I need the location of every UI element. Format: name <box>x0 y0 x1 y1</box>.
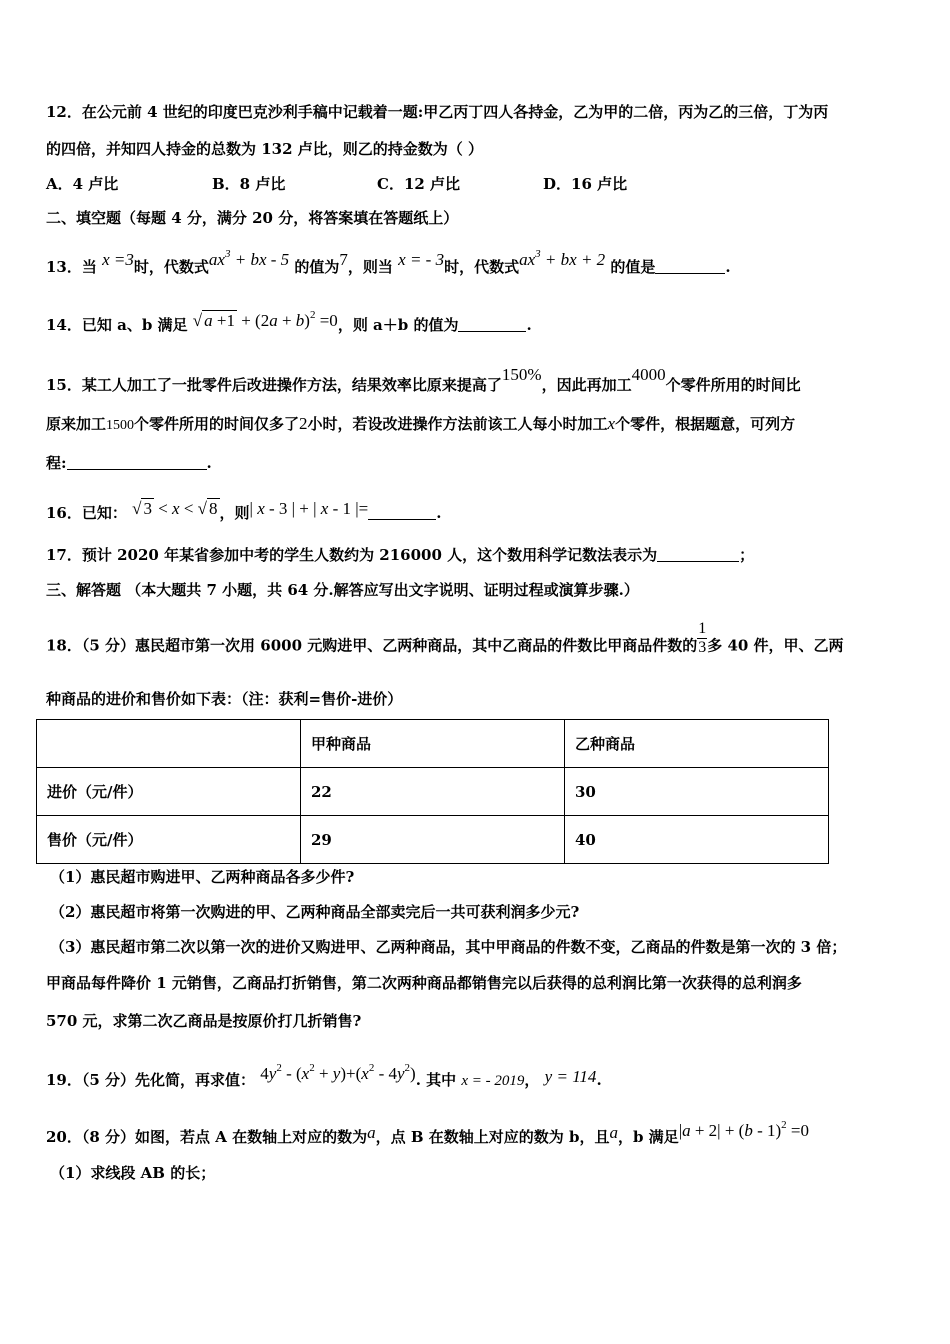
q14-line: 14．已知 a、b 满足 √ $a +1 + (2a + b)^2 =0$，则 a＋b 的值为 . <box>46 309 532 334</box>
q15-answer-blank <box>67 453 207 470</box>
section-3-heading: 三、解答题 （本大题共 7 小题，共 64 分.解答应写出文字说明、证明过程或演算步骤.） <box>46 581 639 599</box>
q12-line1: 12．在公元前 4 世纪的印度巴克沙利手稿中记载着一题:甲乙丙丁四人各持金，乙为甲的二倍，丙为乙的三倍，丁为丙 <box>46 103 829 121</box>
q14-answer-blank <box>458 315 526 332</box>
q17-answer-blank <box>657 545 739 562</box>
q20-equation: |a + 2| + (b - 1)$^2$ =0 <box>678 1119 810 1140</box>
q18-part3-line1: （3）惠民超市第二次以第一次的进价又购进甲、乙两种商品，其中甲商品的件数不变，乙商品的件数是第一次的 3 倍； <box>50 938 847 956</box>
q13-expr2: $ax^3$ + bx + 2 <box>519 248 606 269</box>
q18-fraction: $\frac{1}{3}$ <box>698 620 707 656</box>
q12-option-a: A．4 卢比 <box>46 175 119 193</box>
q19-expression: $4y^2 - (x^2 + y)+(x^2 - 4y^2)$ <box>260 1062 416 1083</box>
q12-option-b: B．8 卢比 <box>212 175 286 193</box>
price-table <box>36 719 829 864</box>
q12-option-d: D．16 卢比 <box>543 175 628 193</box>
q15-line1: 15．某工人加工了一批零件后改进操作方法，结果效率比原来提高了150%，因此再加工4000个零件所用的时间比 <box>46 365 801 394</box>
q18-part1: （1）惠民超市购进甲、乙两种商品各多少件? <box>50 868 355 886</box>
q16-answer-blank <box>368 503 436 520</box>
q17-line: 17．预计 2020 年某省参加中考的学生人数约为 216000 人，这个数用科学记数法表示为 ； <box>46 546 755 564</box>
table-row: 售价（元/件） 29 40 <box>37 816 829 864</box>
q20-line: 20．（8 分）如图，若点 A 在数轴上对应的数为a，点 B 在数轴上对应的数为 b，且a，b 满足|a + 2| + (b - 1)$^2$ =0 <box>46 1119 810 1146</box>
q16-line: 16．已知： √ 3 < x < √ 8 ，则| x - 3 | + | x - 1 |= . <box>46 499 442 522</box>
q20-part1: （1）求线段 AB 的长； <box>50 1164 216 1182</box>
q13-answer-blank <box>655 257 725 274</box>
table-row: 进价（元/件） 22 30 <box>37 768 829 816</box>
q19-line: 19．（5 分）先化简，再求值： $4y^2 - (x^2 + y)+(x^2 - 4y^2)$. 其中 x = - 2019， y = 114. <box>46 1062 602 1089</box>
q13-expr1: $ax^3$ + bx - 5 <box>208 248 290 269</box>
q13-line: 13．当 x =3时，代数式$ax^3$ + bx - 5 的值为7，则当 x = - 3时，代数式$ax^3$ + bx + 2 的值是 . <box>46 248 731 276</box>
q18-line2: 种商品的进价和售价如下表：（注：获利=售价-进价） <box>46 690 403 708</box>
table-row: 甲种商品 乙种商品 <box>37 720 829 768</box>
q14-equation: √ $a +1 + (2a + b)^2 =0$ <box>192 309 338 330</box>
q16-expression: | x - 3 | + | x - 1 |= <box>249 499 369 518</box>
q18-line1: 18．（5 分）惠民超市第一次用 6000 元购进甲、乙两种商品，其中乙商品的件数比甲商品件数的 $\frac{1}{3}$多 40 件，甲、乙两 <box>46 620 844 656</box>
q16-inequality: √ 3 < x < √ 8 <box>132 499 218 518</box>
q13-x-eq-neg3: x = - 3 <box>398 250 445 269</box>
q12-line2: 的四倍，并知四人持金的总数为 132 卢比，则乙的持金数为（ ） <box>46 140 483 158</box>
q18-part3-line2: 甲商品每件降价 1 元销售，乙商品打折销售，第二次两种商品都销售完以后获得的总利润比第一次获得的总利润多 <box>46 974 802 992</box>
section-2-heading: 二、填空题（每题 4 分，满分 20 分，将答案填在答题纸上） <box>46 209 459 227</box>
q15-line3: 程: . <box>46 454 212 472</box>
q13-x-eq-3: x =3 <box>102 250 134 269</box>
q12-option-c: C．12 卢比 <box>377 175 461 193</box>
q18-part2: （2）惠民超市将第一次购进的甲、乙两种商品全部卖完后一共可获利润多少元? <box>50 903 580 921</box>
q18-part3-line3: 570 元，求第二次乙商品是按原价打几折销售? <box>46 1012 362 1030</box>
q15-line2: 原来加工1500个零件所用的时间仅多了2小时，若设改进操作方法前该工人每小时加工x个零件，根据题意，可列方 <box>46 414 796 433</box>
